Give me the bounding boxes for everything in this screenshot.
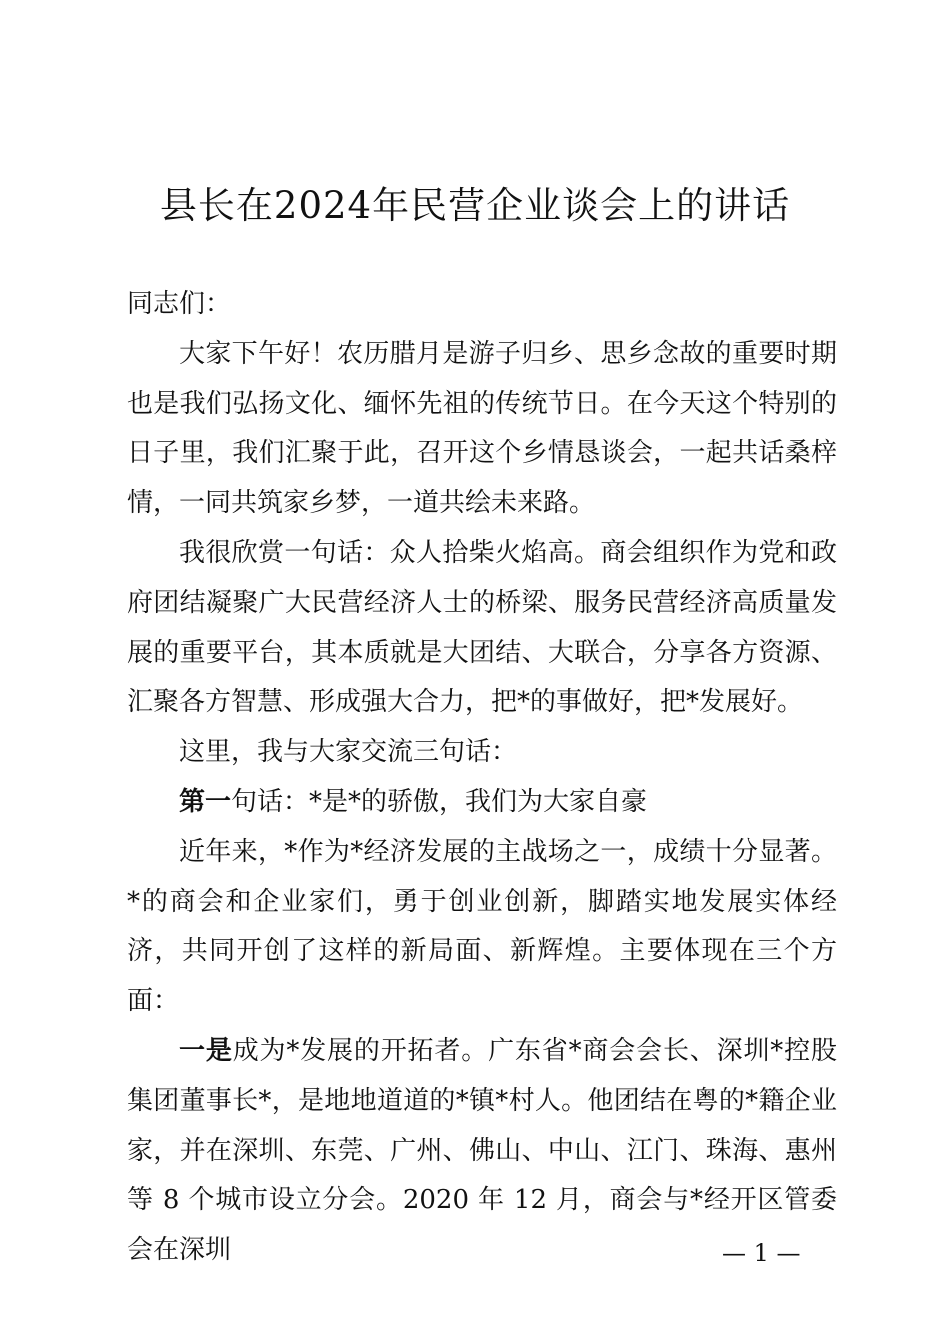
paragraph-three-sentences: 这里，我与大家交流三句话： [179, 737, 518, 768]
first-sentence-bold-label: 第一 [179, 786, 232, 817]
paragraph-commerce: 我很欣赏一句话：众人拾柴火焰高。商会组织作为党和政府团结凝聚广大民营经济人士的桥梁、服务民营经济高质量发展的重要平台，其本质就是大团结、大联合，分享各方资源、汇聚各方智慧、形成强大合力，把*的事做好，把*发展好。 [127, 537, 837, 718]
document-body [127, 280, 837, 1276]
first-sentence-text: 句话：*是*的骄傲，我们为大家自豪 [231, 786, 648, 817]
document-title: 县长在2024年民营企业谈会上的讲话 [159, 184, 791, 227]
salutation: 同志们： [127, 289, 232, 319]
paragraph-recent-years: 近年来，*作为*经济发展的主战场之一，成绩十分显著。*的商会和企业家们，勇于创业创新，脚踏实地发展实体经济，共同开创了这样的新局面、新辉煌。主要体现在三个方面： [127, 836, 837, 1017]
pioneer-text: 成为*发展的开拓者。广东省*商会会长、深圳*控股集团董事长*，是地地道道的*镇*村人。他团结在粤的*籍企业家，并在深圳、东莞、广州、佛山、中山、江门、珠海、惠州等 8 个城市设立分会。2020 年 12 月，商会与*经开区管委会在深圳 [127, 1035, 837, 1266]
paragraph-greeting: 大家下午好！农历腊月是游子归乡、思乡念故的重要时期也是我们弘扬文化、缅怀先祖的传统节日。在今天这个特别的日子里，我们汇聚于此，召开这个乡情恳谈会，一起共话桑梓情，一同共筑家乡梦，一道共绘未来路。 [127, 338, 837, 519]
page-number: — 1 — [722, 1239, 801, 1267]
paragraph-first-sentence [127, 778, 837, 828]
pioneer-bold-label: 一是 [179, 1035, 233, 1066]
